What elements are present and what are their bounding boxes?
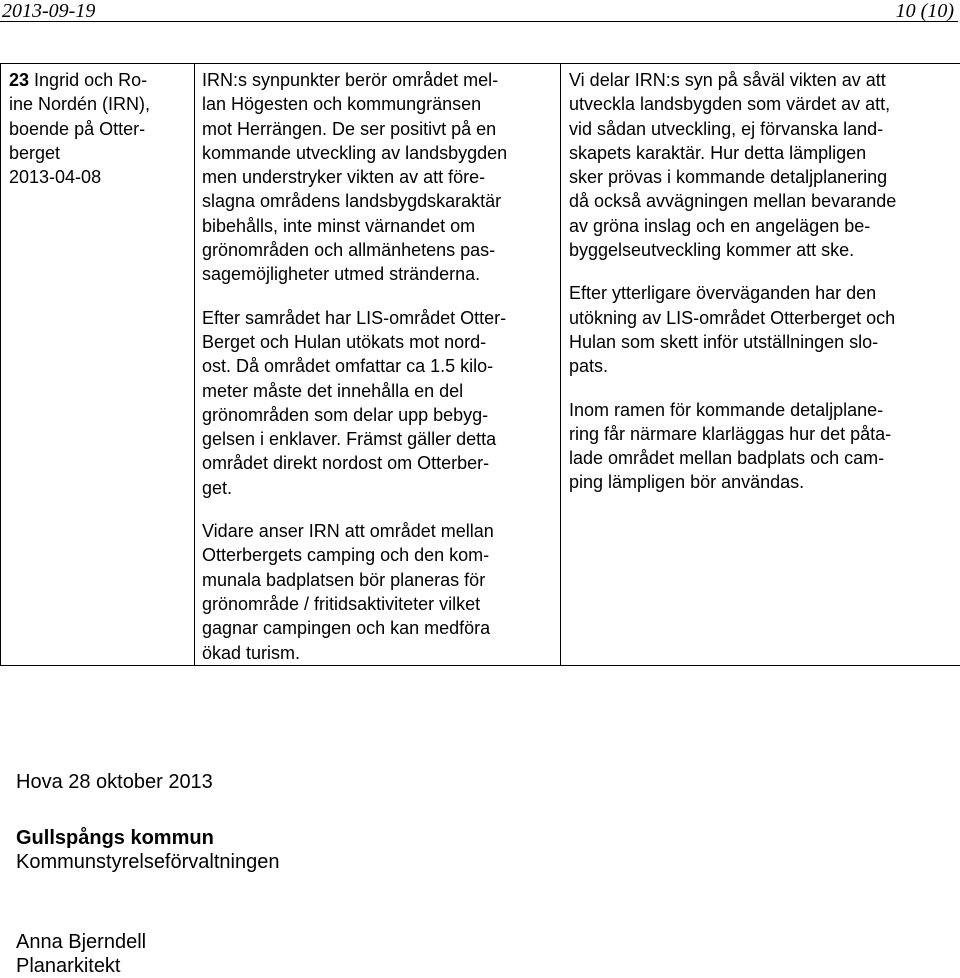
text-line: grönområden som delar upp bebyg- bbox=[202, 403, 556, 427]
comment-cell bbox=[195, 64, 561, 666]
response-paragraph bbox=[569, 68, 959, 262]
text-line: området direkt nordost om Otterber- bbox=[202, 451, 556, 475]
table-row bbox=[1, 64, 960, 666]
text-line: utveckla landsbygden som värdet av att, bbox=[569, 92, 959, 116]
commenter-line: ine Nordén (IRN), bbox=[9, 92, 190, 116]
header-divider bbox=[0, 21, 958, 22]
text-line: Berget och Hulan utökats mot nord- bbox=[202, 330, 556, 354]
text-line: ping lämpligen bör användas. bbox=[569, 470, 959, 494]
text-line: Otterbergets camping och den kom- bbox=[202, 543, 556, 567]
comment-paragraph bbox=[202, 519, 556, 665]
text-line: skapets karaktär. Hur detta lämpligen bbox=[569, 141, 959, 165]
text-line: Efter samrådet har LIS-området Otter- bbox=[202, 306, 556, 330]
text-line: Hulan som skett inför utställningen slo- bbox=[569, 330, 959, 354]
place-date: Hova 28 oktober 2013 bbox=[16, 770, 279, 794]
header-date: 2013-09-19 bbox=[2, 0, 95, 22]
text-line: Efter ytterligare överväganden har den bbox=[569, 281, 959, 305]
signatory-title: Planarkitekt bbox=[16, 954, 279, 978]
response-paragraph bbox=[569, 281, 959, 378]
text-line: då också avvägningen mellan bevarande bbox=[569, 189, 959, 213]
text-line: sker prövas i kommande detaljplanering bbox=[569, 165, 959, 189]
comment-paragraph bbox=[202, 68, 556, 287]
text-line: Vidare anser IRN att området mellan bbox=[202, 519, 556, 543]
commenter-line bbox=[9, 68, 190, 92]
text-line: slagna områdens landsbygdskaraktär bbox=[202, 189, 556, 213]
comment-table bbox=[0, 63, 960, 666]
text-line: mot Herrängen. De ser positivt på en bbox=[202, 117, 556, 141]
text-line: pats. bbox=[569, 354, 959, 378]
commenter-line: 2013-04-08 bbox=[9, 165, 190, 189]
text-line: bibehålls, inte minst värnandet om bbox=[202, 214, 556, 238]
page-number: 10 (10) bbox=[896, 0, 954, 22]
text-line: sagemöjligheter utmed stränderna. bbox=[202, 262, 556, 286]
text-line: meter måste det innehålla en del bbox=[202, 379, 556, 403]
text-line: ost. Då området omfattar ca 1.5 kilo- bbox=[202, 354, 556, 378]
text-line: ökad turism. bbox=[202, 641, 556, 665]
commenter-line: boende på Otter- bbox=[9, 117, 190, 141]
commenter-line: berget bbox=[9, 141, 190, 165]
text-line: Inom ramen för kommande detaljplane- bbox=[569, 398, 959, 422]
comment-number: 23 bbox=[9, 70, 29, 90]
text-line: IRN:s synpunkter berör området mel- bbox=[202, 68, 556, 92]
text-line: get. bbox=[202, 476, 556, 500]
text-line: gelsen i enklaver. Främst gäller detta bbox=[202, 427, 556, 451]
commenter-cell bbox=[1, 64, 195, 666]
text-line: munala badplatsen bör planeras för bbox=[202, 568, 556, 592]
text-line: vid sådan utveckling, ej förvanska land- bbox=[569, 117, 959, 141]
text-line: Vi delar IRN:s syn på såväl vikten av att bbox=[569, 68, 959, 92]
text-line: men understryker vikten av att före- bbox=[202, 165, 556, 189]
commenter-text: Ingrid och Ro- bbox=[34, 70, 147, 90]
response-paragraph bbox=[569, 398, 959, 495]
text-line: byggelseutveckling kommer att ske. bbox=[569, 238, 959, 262]
text-line: kommande utveckling av landsbygden bbox=[202, 141, 556, 165]
signature-block bbox=[16, 770, 279, 978]
text-line: gagnar campingen och kan medföra bbox=[202, 616, 556, 640]
text-line: lan Högesten och kommungränsen bbox=[202, 92, 556, 116]
text-line: grönområden och allmänhetens pas- bbox=[202, 238, 556, 262]
signatory-name: Anna Bjerndell bbox=[16, 930, 279, 954]
text-line: lade området mellan badplats och cam- bbox=[569, 446, 959, 470]
response-cell bbox=[561, 64, 960, 666]
comment-paragraph bbox=[202, 306, 556, 500]
text-line: ring får närmare klarläggas hur det påta- bbox=[569, 422, 959, 446]
organization-name: Gullspångs kommun bbox=[16, 826, 279, 850]
department-name: Kommunstyrelseförvaltningen bbox=[16, 850, 279, 874]
text-line: grönområde / fritidsaktiviteter vilket bbox=[202, 592, 556, 616]
text-line: av gröna inslag och en angelägen be- bbox=[569, 214, 959, 238]
text-line: utökning av LIS-området Otterberget och bbox=[569, 306, 959, 330]
